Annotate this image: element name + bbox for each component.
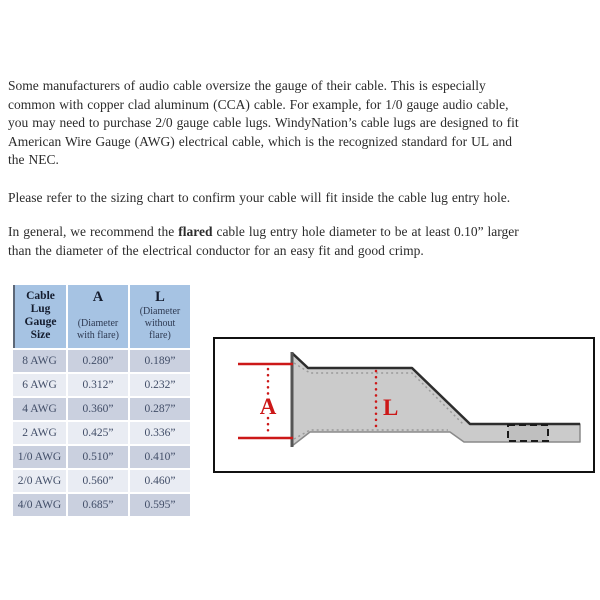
diameter-with-flare-cell: 0.685” [68, 494, 128, 516]
table-row [13, 374, 190, 396]
diameter-without-flare-cell: 0.595” [130, 494, 190, 516]
header-cell-gauge [13, 285, 66, 348]
paragraph-line: than the diameter of the electrical conductor for an easy fit and good crimp. [8, 242, 424, 258]
paragraph-line: Some manufacturers of audio cable oversize the gauge of their cable. This is especially [8, 78, 486, 93]
header-gauge-label: Cable Lug Gauge Size [24, 290, 57, 341]
diameter-without-flare-cell: 0.460” [130, 470, 190, 492]
table-row [13, 446, 190, 468]
lug-diagram-drawing [215, 339, 593, 471]
sizing-table-header [13, 285, 190, 348]
dimension-l-label: L [383, 395, 399, 420]
lug-diagram [213, 337, 595, 473]
table-row [13, 470, 190, 492]
paragraph-line: common with copper clad aluminum (CCA) cable. For example, for 1/0 gauge audio cable, [8, 96, 509, 112]
header-a-title: A [92, 289, 104, 305]
header-cell-a [68, 285, 128, 348]
diameter-with-flare-cell: 0.560” [68, 470, 128, 492]
diameter-without-flare-cell: 0.287” [130, 398, 190, 420]
paragraph-line: the NEC. [8, 152, 59, 167]
gauge-cell: 4/0 AWG [13, 494, 66, 516]
header-cell-l [130, 285, 190, 348]
header-l-title: L [155, 289, 165, 305]
text-segment: cable lug entry hole diameter to be at least 0.10” larger [212, 224, 519, 239]
paragraph-sizing-chart [8, 189, 594, 208]
gauge-cell: 2/0 AWG [13, 470, 66, 492]
header-l-subtitle: (Diameter without flare) [139, 306, 181, 341]
text-segment: In general, we recommend the [8, 224, 179, 239]
diameter-without-flare-cell: 0.336” [130, 422, 190, 444]
paragraph-recommendation [8, 223, 594, 260]
diameter-without-flare-cell: 0.232” [130, 374, 190, 396]
table-row [13, 398, 190, 420]
diameter-with-flare-cell: 0.280” [68, 350, 128, 372]
diameter-with-flare-cell: 0.312” [68, 374, 128, 396]
sizing-table [11, 283, 192, 518]
paragraph-line: American Wire Gauge (AWG) electrical cable, which is the recognized standard for UL and [8, 133, 513, 149]
table-row [13, 494, 190, 516]
flared-emphasis: flared [178, 224, 213, 239]
gauge-cell: 2 AWG [13, 422, 66, 444]
paragraph-line: you may need to purchase 2/0 gauge cable lugs. WindyNation’s cable lugs are designed to fit [8, 115, 519, 130]
table-row [13, 422, 190, 444]
intro-text [8, 77, 594, 260]
diameter-without-flare-cell: 0.410” [130, 446, 190, 468]
paragraph-oversize-gauge [8, 77, 594, 170]
bolt-hole-outline [508, 425, 548, 441]
gauge-cell: 8 AWG [13, 350, 66, 372]
diameter-with-flare-cell: 0.510” [68, 446, 128, 468]
paragraph-line: Please refer to the sizing chart to confirm your cable will fit inside the cable lug entry hole. [8, 189, 511, 205]
diameter-with-flare-cell: 0.425” [68, 422, 128, 444]
dimension-a-label: A [259, 394, 277, 419]
diameter-with-flare-cell: 0.360” [68, 398, 128, 420]
gauge-cell: 4 AWG [13, 398, 66, 420]
paragraph-line [8, 223, 594, 242]
table-row [13, 350, 190, 372]
gauge-cell: 1/0 AWG [13, 446, 66, 468]
header-a-subtitle: (Diameter with flare) [77, 318, 119, 341]
gauge-cell: 6 AWG [13, 374, 66, 396]
diameter-without-flare-cell: 0.189” [130, 350, 190, 372]
